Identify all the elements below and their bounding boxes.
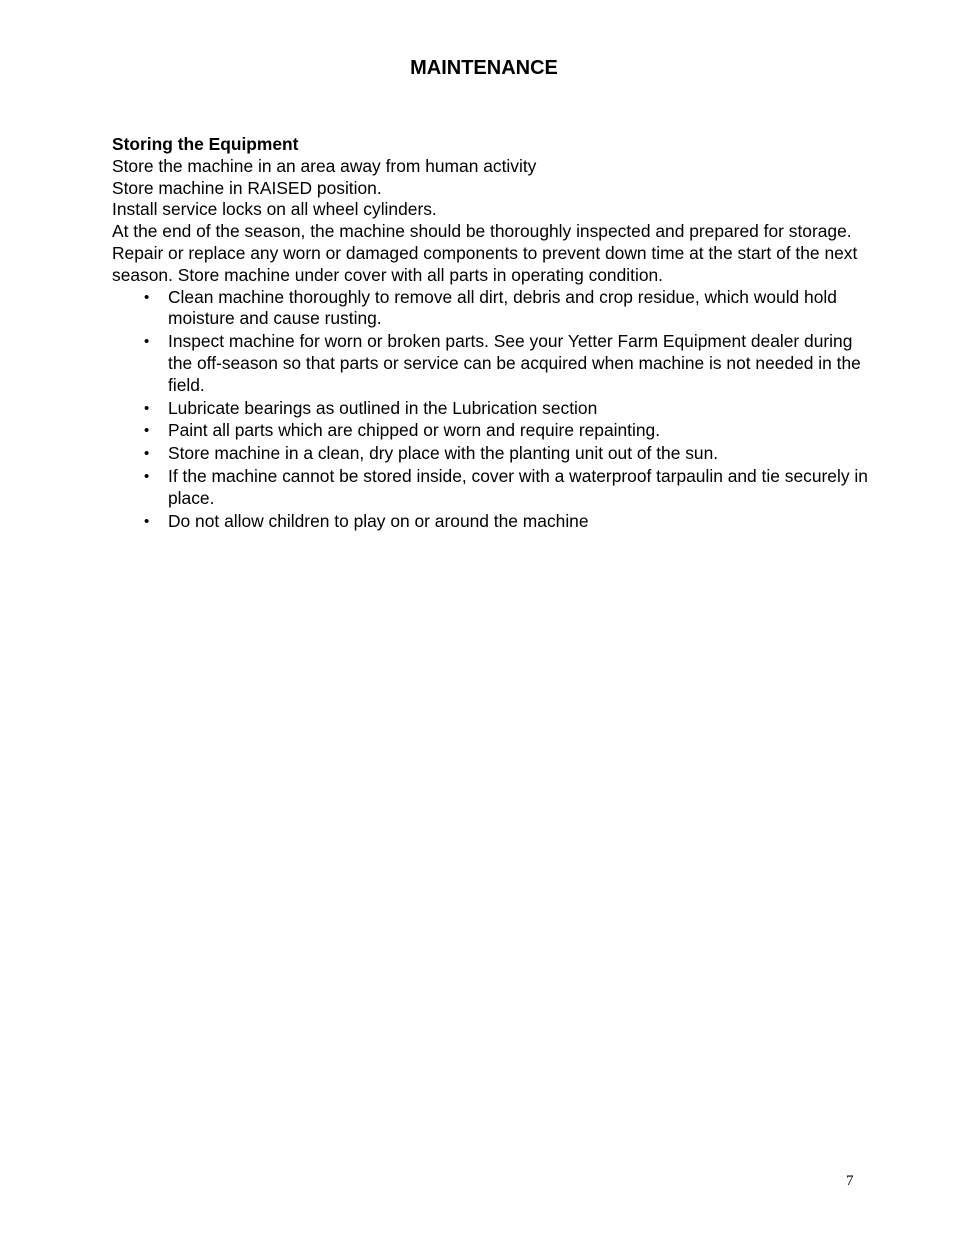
storage-line-3: Install service locks on all wheel cylinders. [112,199,437,220]
list-item [112,331,872,396]
list-item-text: Clean machine thoroughly to remove all dirt, debris and crop residue, which would hold moisture and cause rusting. [168,286,837,329]
list-item-text: If the machine cannot be stored inside, cover with a waterproof tarpaulin and tie securely in place. [168,465,868,508]
list-item [112,420,872,442]
list-item-text: Lubricate bearings as outlined in the Lubrication section [168,397,598,418]
bullet-icon: • [144,288,150,306]
list-item-text: Inspect machine for worn or broken parts. See your Yetter Farm Equipment dealer during the off-season so that parts or service can be acquired when machine is not needed in the field. [168,331,861,395]
storage-line-1: Store the machine in an area away from human activity [112,155,537,176]
list-item [112,511,872,533]
list-item [112,466,872,510]
bullet-icon: • [144,512,150,530]
storage-paragraph: At the end of the season, the machine should be thoroughly inspected and prepared for storage. Repair or replace any worn or damaged components to prevent down time at the start of the next season. Store machine under cover with all parts in operating condition. [112,221,858,285]
list-item [112,443,872,465]
storage-line-2: Store machine in RAISED position. [112,177,382,198]
bullet-icon: • [144,333,150,351]
bullet-icon: • [144,445,150,463]
list-item-text: Paint all parts which are chipped or worn and require repainting. [168,420,661,441]
list-item-text: Do not allow children to play on or around the machine [168,510,589,531]
list-item-text: Store machine in a clean, dry place with the planting unit out of the sun. [168,443,719,464]
page-number: 7 [846,1173,854,1189]
storage-bullet-list [112,287,872,533]
page-title: MAINTENANCE [410,57,558,79]
bullet-icon: • [144,422,150,440]
storage-section [112,134,872,533]
list-item [112,398,872,420]
list-item [112,287,872,331]
bullet-icon: • [144,399,150,417]
section-heading: Storing the Equipment [112,134,299,154]
bullet-icon: • [144,467,150,485]
